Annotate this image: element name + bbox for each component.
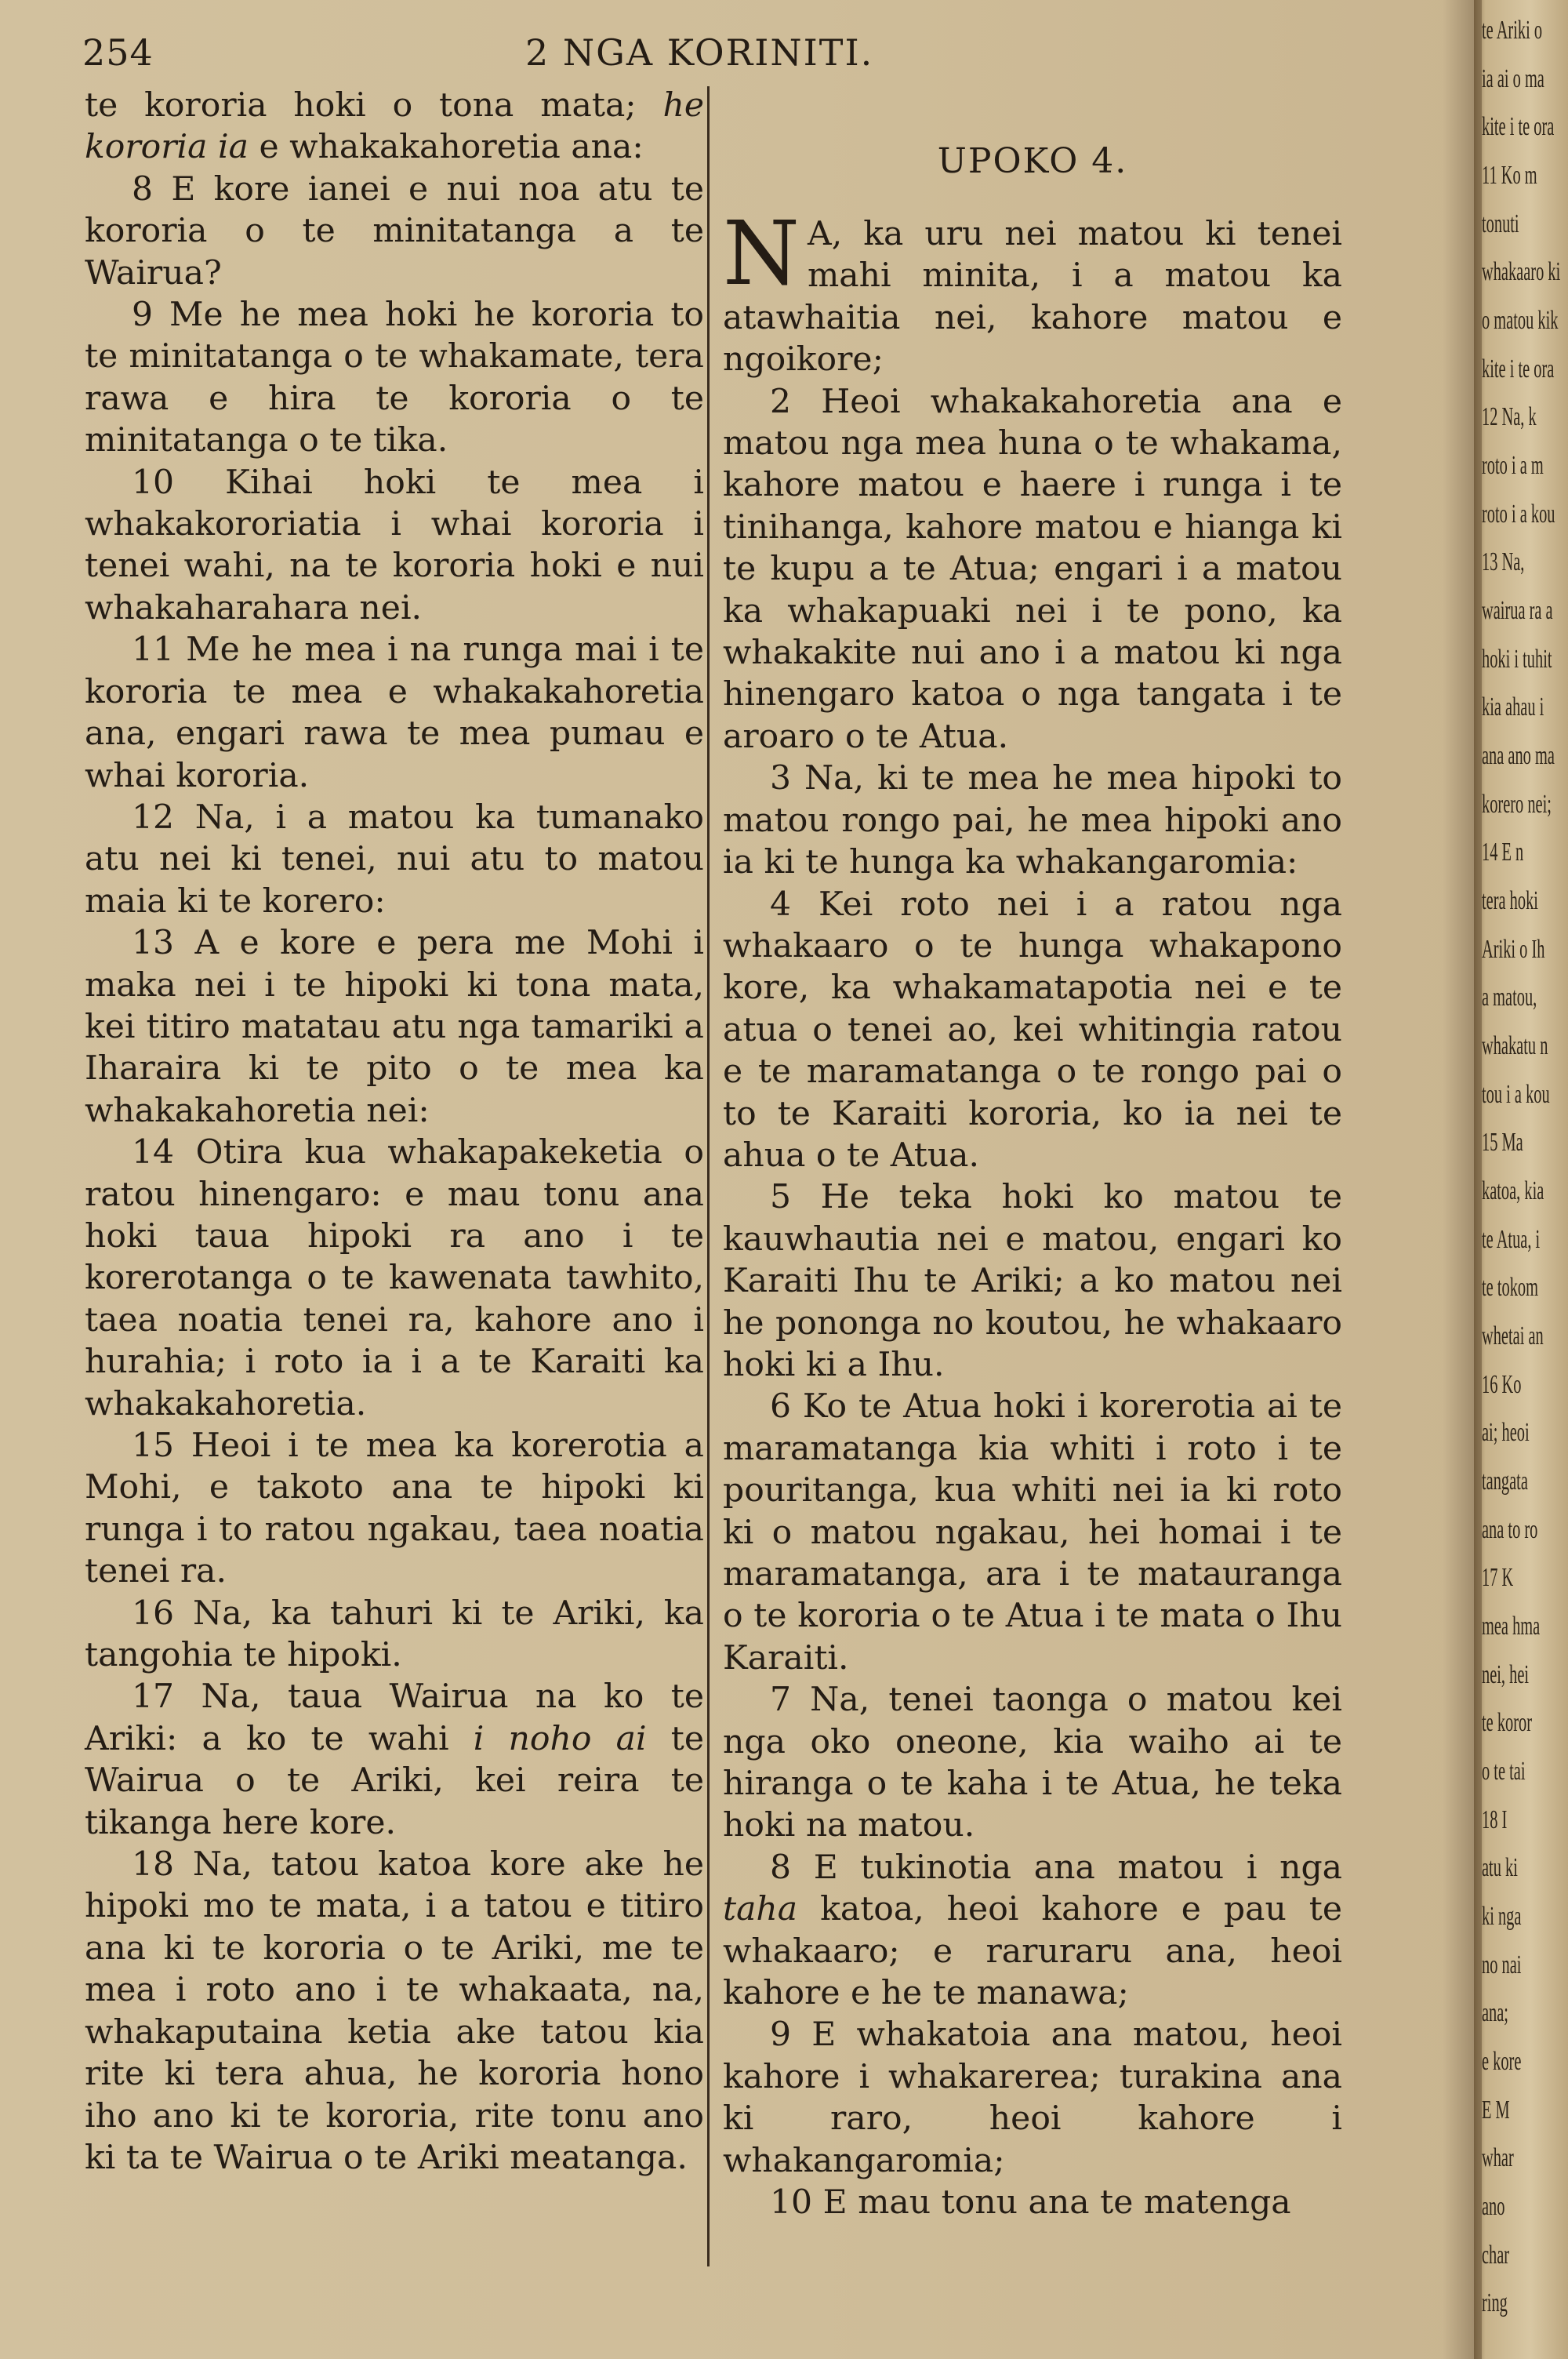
- adjacent-page-fragment: 13 Na,: [1482, 547, 1525, 577]
- adjacent-page-fragment: whetai an: [1482, 1321, 1544, 1350]
- adjacent-page-fragment: tangata: [1482, 1467, 1528, 1496]
- adjacent-page-fragment: o matou kik: [1482, 306, 1559, 335]
- verse-9: 9 E whakatoia ana matou, heoi kahore i whakarerea; turakina ana ki raro, heoi kahore i whakangaromia;: [723, 2016, 1342, 2180]
- verse-18: 18 Na, tatou katoa kore ake he hipoki mo te mata, i a tatou e titiro ana ki te kororia o te Ariki, me te mea i roto ano i te whakaata, na, whakaputaina ketia ake tatou kia rite ki tera ahua, he kororia hono iho ano ki te kororia, rite tonu ano ki ta te Wairua o te Ariki meatanga.: [85, 1845, 704, 2177]
- adjacent-page-fragment: ana ano ma: [1482, 741, 1555, 770]
- verse: 10 Kihai hoki te mea i whakakororiatia i whai kororia i tenei wahi, na te kororia hoki e nui whakaharahara nei.: [85, 463, 704, 627]
- adjacent-page-fragment: kite i te ora: [1482, 354, 1555, 383]
- continuation-italic: he kororia ia: [85, 86, 704, 167]
- adjacent-page-fragment: te Atua, i: [1482, 1224, 1541, 1254]
- continuation-text-end: e whakakahoretia ana:: [259, 128, 644, 167]
- right-column: [723, 203, 1343, 2224]
- page-number: 254: [82, 31, 154, 74]
- verse-17-text: 17 Na, taua Wairua na ko te Ariki: a ko te wahi: [85, 1677, 704, 1758]
- verse-8-italic: taha: [723, 1890, 798, 1929]
- verse-1: [723, 203, 1342, 381]
- adjacent-page-fragment: atu ki: [1482, 1853, 1518, 1883]
- adjacent-page-fragment: katoa, kia: [1482, 1176, 1544, 1205]
- adjacent-page-fragment: tera hoki: [1482, 886, 1538, 915]
- adjacent-page-fragment: korero nei;: [1482, 789, 1552, 819]
- adjacent-page-fragment: ana;: [1482, 1998, 1508, 2028]
- running-head: 2 NGA KORINITI.: [525, 31, 874, 74]
- verse: 13 A e kore e pera me Mohi i maka nei i te hipoki ki tona mata, kei titiro matatau atu nga tamariki a Iharaira ki te pito o te mea ka whakakahoretia nei:: [85, 924, 704, 1130]
- adjacent-page-fragment: 11 Ko m: [1482, 161, 1537, 190]
- verse: 4 Kei roto nei i a ratou nga whakaaro o te hunga whakapono kore, ka whakamatapotia nei e te atua o tenei ao, kei whitingia ratou e te maramatanga o te rongo pai o to te Karaiti kororia, ko ia nei te ahua o te Atua.: [723, 885, 1342, 1175]
- verse: 11 Me he mea i na runga mai i te kororia te mea e whakakahoretia ana, engari rawa te mea pumau e whai kororia.: [85, 631, 704, 795]
- adjacent-page-fragment: hoki i tuhit: [1482, 644, 1552, 674]
- adjacent-page-fragment: o te tai: [1482, 1757, 1526, 1786]
- verse: 16 Na, ka tahuri ki te Ariki, ka tangohia te hipoki.: [85, 1594, 704, 1675]
- verse-17: [85, 1676, 704, 1844]
- adjacent-page-fragment: 14 E n: [1482, 838, 1524, 867]
- adjacent-page-fragment: E M: [1482, 2095, 1510, 2125]
- column-divider: [707, 86, 710, 2266]
- adjacent-page-fragment: tonuti: [1482, 209, 1519, 238]
- adjacent-page-fragment: Ariki o Ih: [1482, 934, 1545, 964]
- verse: 8 E kore ianei e nui noa atu te kororia o te minitatanga a te Wairua?: [85, 169, 704, 293]
- adjacent-page-fragment: 15 Ma: [1482, 1128, 1523, 1158]
- verse: 2 Heoi whakakahoretia ana e matou nga mea huna o te whakama, kahore matou e haere i runga i te tinihanga, kahore matou e hianga ki te kupu a te Atua; engari i a matou ka whakapuaki nei i te pono, ka whakakite nui ano i a matou ki nga hinengaro katoa o nga tangata i te aroaro o te Atua.: [723, 382, 1342, 756]
- adjacent-page-fragment: e kore: [1482, 2047, 1522, 2076]
- adjacent-page-fragment: 12 Na, k: [1482, 402, 1537, 432]
- adjacent-page-fragment: a matou,: [1482, 983, 1537, 1012]
- verse: 9 Me he mea hoki he kororia to te minitatanga o te whakamate, tera rawa e hira te kororia o te minitatanga o te tika.: [85, 296, 704, 460]
- continuation-paragraph: [85, 85, 704, 169]
- adjacent-page-edge: [1474, 0, 1568, 2359]
- verse: 7 Na, tenei taonga o matou kei nga oko oneone, kia waiho ai te hiranga o te kaha i te Atua, he teka hoki na matou.: [723, 1681, 1342, 1845]
- verse: 14 Otira kua whakapakeketia o ratou hinengaro: e mau tonu ana hoki taua hipoki ra ano i te korerotanga o te kawenata tawhito, taea noatia tenei ra, kahore ano i hurahia; i roto ia i a te Karaiti ka whakakahoretia.: [85, 1133, 704, 1423]
- verse: 12 Na, i a matou ka tumanako atu nei ki tenei, nui atu to matou maia ki te korero:: [85, 798, 704, 921]
- adjacent-page-fragment: char: [1482, 2240, 1510, 2270]
- verse: 15 Heoi i te mea ka korerotia a Mohi, e takoto ana te hipoki ki runga i to ratou ngakau, taea noatia tenei ra.: [85, 1427, 704, 1591]
- adjacent-page-fragment: te Ariki o: [1482, 16, 1543, 45]
- verse-17-italic: i noho ai: [473, 1719, 647, 1758]
- adjacent-page-fragment: 17 K: [1482, 1563, 1514, 1593]
- adjacent-page-fragment: roto i a m: [1482, 451, 1544, 480]
- adjacent-page-fragment: tou i a kou: [1482, 1079, 1550, 1109]
- adjacent-page-fragment: kia ahau i: [1482, 692, 1544, 722]
- page-header: [82, 31, 945, 78]
- adjacent-page-fragment: 18 I: [1482, 1805, 1508, 1834]
- verse-8-text-end: katoa, heoi kahore e pau te whakaaro; e raruraru ana, heoi kahore e he te manawa;: [723, 1890, 1343, 2013]
- chapter-title: UPOKO 4.: [937, 141, 1128, 181]
- adjacent-page-fragment: ana to ro: [1482, 1514, 1538, 1544]
- adjacent-page-fragment: kite i te ora: [1482, 112, 1555, 142]
- verse-8: [723, 1847, 1342, 2015]
- verse-8-text: 8 E tukinotia ana matou i nga: [770, 1848, 1342, 1887]
- adjacent-page-fragment: whakatu n: [1482, 1031, 1548, 1060]
- drop-cap: N: [723, 203, 800, 305]
- adjacent-page-fragment: ia ai o ma: [1482, 64, 1544, 93]
- adjacent-page-fragment: nei, hei: [1482, 1659, 1530, 1689]
- verse: 5 He teka hoki ko matou te kauwhautia nei e matou, engari ko Karaiti Ihu te Ariki; a ko matou nei he pononga no koutou, he whakaaro hoki ki a Ihu.: [723, 1178, 1342, 1384]
- adjacent-page-fragment: whar: [1482, 2143, 1514, 2173]
- adjacent-page-fragment: no nai: [1482, 1950, 1522, 1979]
- verse: 6 Ko te Atua hoki i korerotia ai te maramatanga kia whiti i roto i te pouritanga, kua whiti nei ia ki roto ki o matou ngakau, hei homai i te maramatanga, ara i te matauranga o te kororia o te Atua i te mata o Ihu Karaiti.: [723, 1387, 1342, 1677]
- adjacent-page-fragment: ki nga: [1482, 1902, 1522, 1931]
- adjacent-page-fragment: whakaaro ki: [1482, 257, 1561, 287]
- adjacent-page-fragment: ai; heoi: [1482, 1418, 1530, 1448]
- adjacent-page-fragment: te koror: [1482, 1708, 1533, 1738]
- adjacent-page-fragment: 16 Ko: [1482, 1369, 1522, 1399]
- verse-10: 10 E mau tonu ana te matenga: [770, 2183, 1291, 2223]
- adjacent-page-fragment: ring: [1482, 2288, 1508, 2318]
- adjacent-page-fragment: mea hma: [1482, 1612, 1541, 1641]
- verse-1-text: A, ka uru nei matou ki tenei mahi minita, i a matou ka atawhaitia nei, kahore matou e ngoikore;: [723, 215, 1342, 380]
- adjacent-page-fragment: te tokom: [1482, 1273, 1538, 1303]
- adjacent-page-fragment: ano: [1482, 2192, 1505, 2221]
- verse-17-text-end: te Wairua o te Ariki, kei reira te tikanga here kore.: [85, 1719, 704, 1842]
- verse: 3 Na, ki te mea he mea hipoki to matou rongo pai, he mea hipoki ano ia ki te hunga ka whakangaromia:: [723, 759, 1342, 882]
- left-column: [85, 85, 704, 2179]
- adjacent-page-fragment: roto i a kou: [1482, 499, 1555, 529]
- continuation-text: te kororia hoki o tona mata;: [85, 86, 637, 125]
- page-gutter-shadow: [1443, 0, 1482, 2359]
- adjacent-page-fragment: wairua ra a: [1482, 596, 1553, 625]
